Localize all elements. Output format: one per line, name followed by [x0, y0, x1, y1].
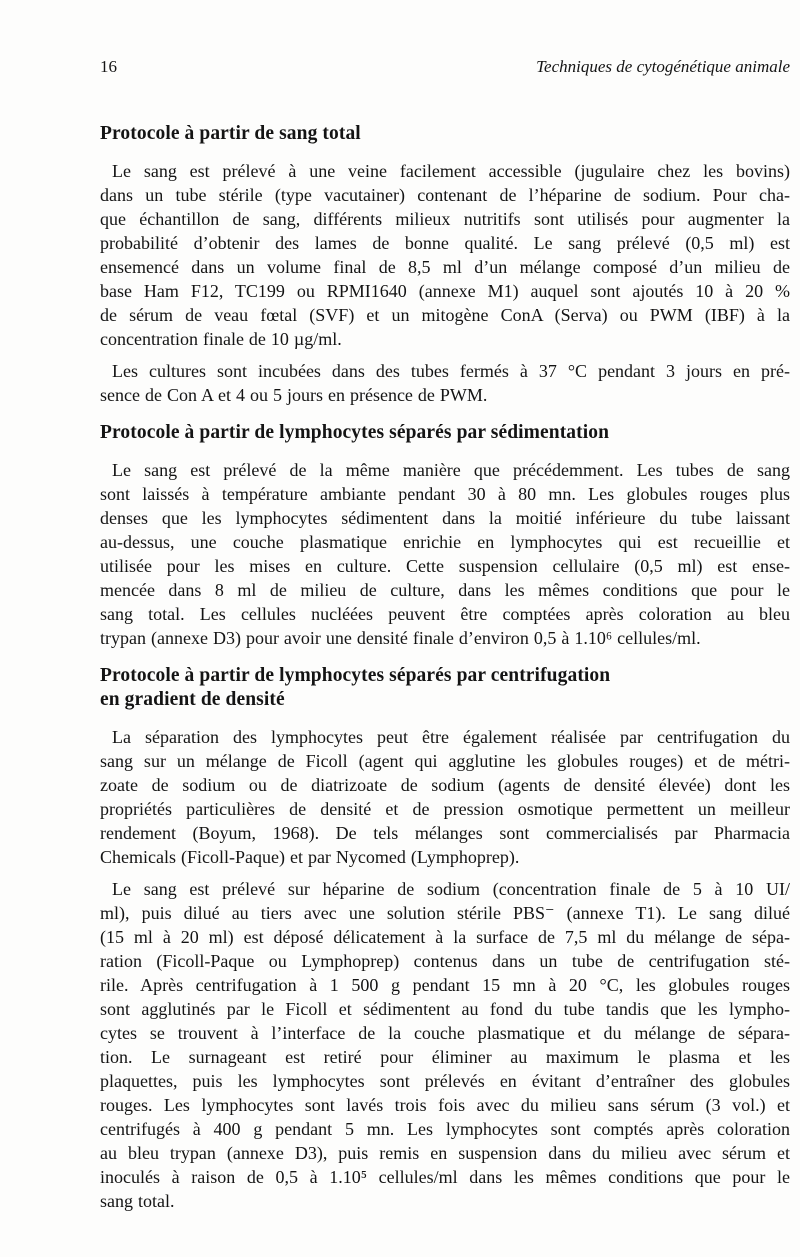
page-header	[100, 58, 790, 76]
paragraph	[100, 359, 790, 407]
running-title: Techniques de cytogénétique animale	[536, 57, 790, 76]
text-line: inoculés à raison de 0,5 à 1.10⁵ cellules/ml dans les mêmes conditions que pour le	[100, 1167, 790, 1187]
text-line: Les cultures sont incubées dans des tubes fermés à 37 °C pendant 3 jours en pré-	[112, 361, 790, 381]
text-line: ensemencé dans un volume final de 8,5 ml d’un mélange composé d’un milieu de	[100, 257, 790, 277]
text-line: que échantillon de sang, différents milieux nutritifs sont utilisés pour augmenter la	[100, 209, 790, 229]
section-heading-line: Protocole à partir de lymphocytes séparés par sédimentation	[100, 422, 610, 443]
section-heading-line: Protocole à partir de sang total	[100, 123, 361, 144]
text-line: propriétés particulières de densité et de pression osmotique permettent un meilleur	[100, 799, 790, 819]
text-line: de sérum de veau fœtal (SVF) et un mitogène ConA (Serva) ou PWM (IBF) à la	[100, 305, 790, 325]
document-section	[100, 122, 790, 407]
text-line: plaquettes, puis les lymphocytes sont prélevés en évitant d’entraîner des globules	[100, 1071, 790, 1091]
text-line: sang sur un mélange de Ficoll (agent qui agglutine les globules rouges) et de métri-	[100, 751, 790, 771]
text-line: denses que les lymphocytes sédimentent dans la moitié inférieure du tube laissant	[100, 508, 790, 528]
text-line: Le sang est prélevé sur héparine de sodium (concentration finale de 5 à 10 UI/	[112, 879, 790, 899]
text-line: trypan (annexe D3) pour avoir une densité finale d’environ 0,5 à 1.10⁶ cellules/ml.	[100, 628, 701, 648]
section-heading	[100, 664, 790, 712]
text-line: probabilité d’obtenir des lames de bonne qualité. Le sang prélevé (0,5 ml) est	[100, 233, 790, 253]
text-line: La séparation des lymphocytes peut être également réalisée par centrifugation du	[112, 727, 790, 747]
text-line: sence de Con A et 4 ou 5 jours en présence de PWM.	[100, 385, 488, 405]
paragraph	[100, 458, 790, 650]
text-line: rendement (Boyum, 1968). De tels mélanges sont commercialisés par Pharmacia	[100, 823, 790, 843]
text-line: sang total. Les cellules nucléées peuvent être comptées après coloration au bleu	[100, 604, 790, 624]
text-line: au bleu trypan (annexe D3), puis remis en suspension dans du milieu avec sérum et	[100, 1143, 790, 1163]
paragraph	[100, 877, 790, 1213]
text-line: Chemicals (Ficoll-Paque) et par Nycomed (Lymphoprep).	[100, 847, 520, 867]
text-line: cytes se trouvent à l’interface de la couche plasmatique et du mélange de sépara-	[100, 1023, 790, 1043]
section-heading-line: Protocole à partir de lymphocytes séparés par centrifugation	[100, 665, 611, 686]
text-line: au-dessus, une couche plasmatique enrichie en lymphocytes qui est recueillie et	[100, 532, 790, 552]
text-line: Le sang est prélevé de la même manière que précédemment. Les tubes de sang	[112, 460, 790, 480]
text-line: dans un tube stérile (type vacutainer) contenant de l’héparine de sodium. Pour cha-	[100, 185, 790, 205]
section-heading	[100, 122, 790, 146]
text-line: centrifugés à 400 g pendant 5 mn. Les lymphocytes sont comptés après coloration	[100, 1119, 790, 1139]
text-line: concentration finale de 10 µg/ml.	[100, 329, 342, 349]
text-line: utilisée pour les mises en culture. Cette suspension cellulaire (0,5 ml) est ense-	[100, 556, 790, 576]
page-number: 16	[100, 57, 117, 76]
text-line: tion. Le surnageant est retiré pour éliminer au maximum le plasma et les	[100, 1047, 790, 1067]
text-line: mencée dans 8 ml de milieu de culture, dans les mêmes conditions que pour le	[100, 580, 790, 600]
text-line: Le sang est prélevé à une veine facilement accessible (jugulaire chez les bovins)	[112, 161, 790, 181]
text-line: sang total.	[100, 1191, 175, 1211]
text-line: base Ham F12, TC199 ou RPMI1640 (annexe M1) auquel sont ajoutés 10 à 20 %	[100, 281, 790, 301]
document-section	[100, 421, 790, 650]
paragraph	[100, 725, 790, 869]
text-line: sont laissés à température ambiante pendant 30 à 80 mn. Les globules rouges plus	[100, 484, 790, 504]
section-heading	[100, 421, 790, 445]
section-heading-line: en gradient de densité	[100, 689, 285, 710]
paragraph	[100, 159, 790, 351]
text-line: rouges. Les lymphocytes sont lavés trois fois avec du milieu sans sérum (3 vol.) et	[100, 1095, 790, 1115]
text-line: zoate de sodium ou de diatrizoate de sodium (agents de densité élevée) dont les	[100, 775, 790, 795]
text-line: rile. Après centrifugation à 1 500 g pendant 15 mn à 20 °C, les globules rouges	[100, 975, 790, 995]
text-line: ml), puis dilué au tiers avec une solution stérile PBS⁻ (annexe T1). Le sang dilué	[100, 903, 790, 923]
page-body	[100, 122, 790, 1213]
text-line: sont agglutinés par le Ficoll et sédimentent au fond du tube tandis que les lympho-	[100, 999, 790, 1019]
document-section	[100, 664, 790, 1213]
text-line: (15 ml à 20 ml) est déposé délicatement à la surface de 7,5 ml du mélange de sépa-	[100, 927, 790, 947]
text-line: ration (Ficoll-Paque ou Lymphoprep) contenus dans un tube de centrifugation sté-	[100, 951, 790, 971]
